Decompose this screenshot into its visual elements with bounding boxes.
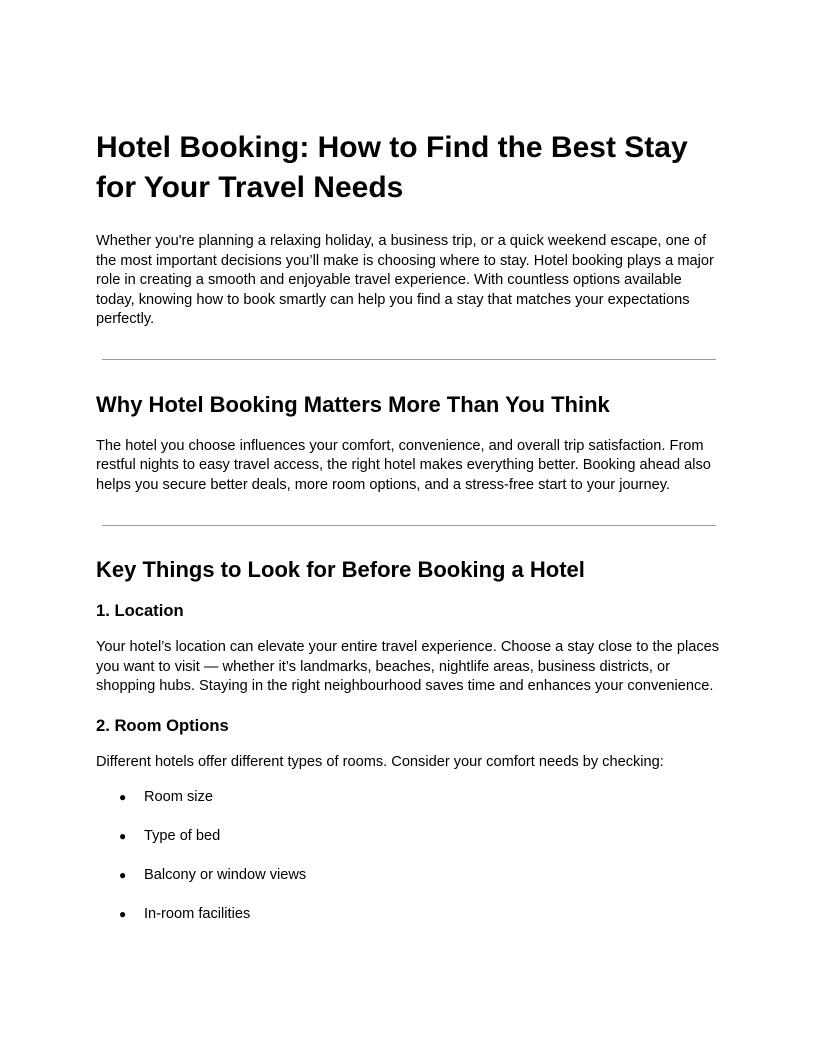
bullet-icon: ● [119,868,127,882]
list-item: ● Room size [96,788,724,808]
document-body [96,128,724,944]
paragraph-room-options: Different hotels offer different types of rooms. Consider your comfort needs by checking: [96,753,664,770]
list-item: ● Type of bed [96,827,724,847]
section-divider [102,359,716,360]
paragraph-location: Your hotel’s location can elevate your entire travel experience. Choose a stay close to the places you want to visit — whether it’s landmarks, beaches, nightlife areas, business districts, or shopping hubs. Staying in the right neighbourhood saves time and enhances your convenience. [96,639,720,694]
list-item: ● In-room facilities [96,905,724,925]
bullet-icon: ● [119,790,127,804]
bullet-icon: ● [119,829,127,843]
intro-paragraph: Whether you're planning a relaxing holiday, a business trip, or a quick weekend escape, one of the most important decisions you’ll make is choosing where to stay. Hotel booking plays a major role in creating a smooth and enjoyable travel experience. With countless options available today, knowing how to book smartly can help you find a stay that matches your expectations perfectly. [96,233,714,327]
subheading-room-options: 2. Room Options [96,715,229,735]
room-options-list [96,788,724,925]
subheading-location: 1. Location [96,601,184,620]
section-divider [102,525,716,526]
list-item: ● Balcony or window views [96,866,724,886]
section-paragraph-why-booking-matters: The hotel you choose influences your comfort, convenience, and overall trip satisfaction. From restful nights to easy travel access, the right hotel makes everything better. Booking ahead also helps you secure better deals, more room options, and a stress-free start to your journey. [96,437,711,493]
section-heading-why-booking-matters: Why Hotel Booking Matters More Than You Think [96,391,610,417]
section-heading-key-things: Key Things to Look for Before Booking a Hotel [96,557,585,582]
bullet-icon: ● [119,907,127,921]
document-title: Hotel Booking: How to Find the Best Stay for Your Travel Needs [96,131,688,204]
